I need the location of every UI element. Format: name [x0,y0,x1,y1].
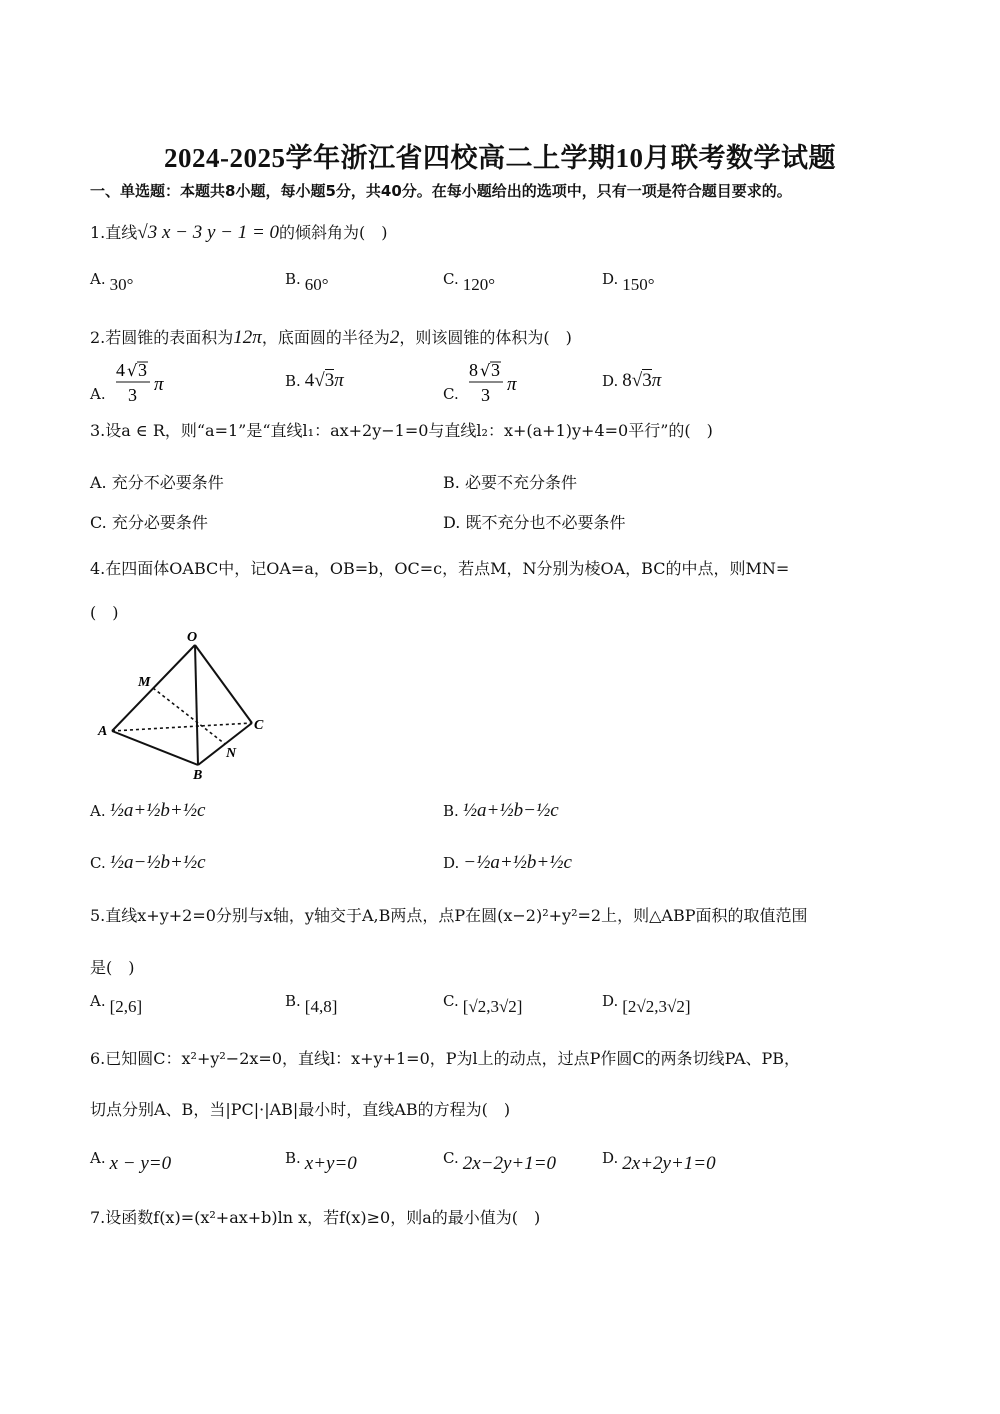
q3-option-a[interactable]: A. 充分不必要条件 [90,473,224,492]
label-A: A [98,724,108,739]
tetrahedron-figure [90,625,280,789]
question-4-line1: 4.在四面体OABC中，记OA=a，OB=b，OC=c，若点M，N分别为棱OA，BC的中点，则MN= [90,559,790,578]
q1-prefix: 1.直线 [90,223,138,242]
q5-option-c[interactable]: C. [√2,3√2] [443,992,523,1016]
label-M: M [138,675,151,690]
q2-frac-8root3-over-3 [467,360,527,406]
q6-option-b[interactable]: B. x+y=0 [285,1149,357,1174]
page-title: 2024-2025学年浙江省四校高二上学期10月联考数学试题 [164,143,836,173]
q5-option-d[interactable]: D. [2√2,3√2] [602,992,691,1016]
question-6-line2: 切点分别A、B，当|PC|·|AB|最小时，直线AB的方程为( ) [90,1100,511,1119]
q2-option-b[interactable]: B. 4√3π [285,370,344,391]
svg-text:3: 3 [490,360,500,380]
svg-text:π: π [506,374,517,395]
question-1 [90,220,910,244]
edge-AB [112,731,198,765]
section-heading: 一、单选题：本题共8小题，每小题5分，共40分。在每小题给出的选项中，只有一项是符合题目要求的。 [90,182,792,200]
question-2: 2.若圆锥的表面积为12π，底面圆的半径为2，则该圆锥的体积为( ) [90,327,572,348]
q1-option-b[interactable]: B. 60° [285,270,329,294]
q6-option-c[interactable]: C. 2x−2y+1=0 [443,1149,557,1174]
svg-text:√: √ [479,361,491,380]
q2-option-a-math [114,360,174,411]
label-O: O [187,630,198,645]
q3-option-c[interactable]: C. 充分必要条件 [90,513,208,532]
svg-text:4: 4 [115,360,125,380]
question-5-line1: 5.直线x+y+2=0分别与x轴，y轴交于A,B两点，点P在圆(x−2)²+y²=2上，则△ABP面积的取值范围 [90,906,808,925]
label-N: N [226,746,237,761]
q1-suffix: 的倾斜角为( ) [279,223,388,242]
q1-option-a[interactable]: A. 30° [90,270,134,294]
q3-option-b[interactable]: B. 必要不充分条件 [443,473,577,492]
svg-text:π: π [153,374,164,395]
q2-option-c[interactable]: C. 8 √ 3 3 π [443,360,527,411]
q2-area: 12π [233,327,262,348]
q4-option-d[interactable]: D. −½a+½b+½c [443,852,572,873]
q2-radius: 2 [389,327,400,348]
question-5-line2: 是( ) [90,958,135,977]
edge-AC-dashed [112,723,252,731]
q1-option-d[interactable]: D. 150° [602,270,655,294]
q4-option-c[interactable]: C. ½a−½b+½c [90,852,206,873]
svg-text:3: 3 [480,385,490,405]
q2-frac-4root3-over-3 [114,360,174,406]
q5-option-b[interactable]: B. [4,8] [285,992,338,1016]
edge-OB [195,645,198,765]
q1-expr: √3 x − 3 y − 1 = 0 [137,222,280,243]
svg-text:3: 3 [127,385,137,405]
question-7: 7.设函数f(x)=(x²+ax+b)ln x，若f(x)≥0，则a的最小值为( ) [90,1208,541,1227]
q4-option-a[interactable]: A. ½a+½b+½c [90,800,206,821]
tetrahedron-diagram [90,625,280,785]
q4-option-b[interactable]: B. ½a+½b−½c [443,800,559,821]
q3-option-d[interactable]: D. 既不充分也不必要条件 [443,513,626,532]
segment-MN-dashed [153,688,225,744]
q2-option-a[interactable]: A. 4 √ 3 3 π [90,360,174,411]
q1-option-c[interactable]: C. 120° [443,270,496,294]
question-3: 3.设a ∈ R，则“a=1”是“直线l₁：ax+2y−1=0与直线l₂：x+(a+1)y+4=0平行”的( ) [90,421,713,440]
edge-OC [195,645,252,723]
svg-text:8: 8 [468,360,478,380]
svg-text:√: √ [126,361,138,380]
q6-option-d[interactable]: D. 2x+2y+1=0 [602,1149,716,1174]
question-6-line1: 6.已知圆C：x²+y²−2x=0，直线l：x+y+1=0，P为l上的动点，过点P作圆C的两条切线PA、PB， [90,1049,801,1068]
q2-option-d[interactable]: D. 8√3π [602,370,662,391]
q6-option-a[interactable]: A. x − y=0 [90,1149,172,1174]
label-C: C [254,718,264,733]
question-4-line2: ( ) [90,603,119,622]
label-B: B [193,768,203,783]
q5-option-a[interactable]: A. [2,6] [90,992,143,1016]
svg-text:3: 3 [137,360,147,380]
